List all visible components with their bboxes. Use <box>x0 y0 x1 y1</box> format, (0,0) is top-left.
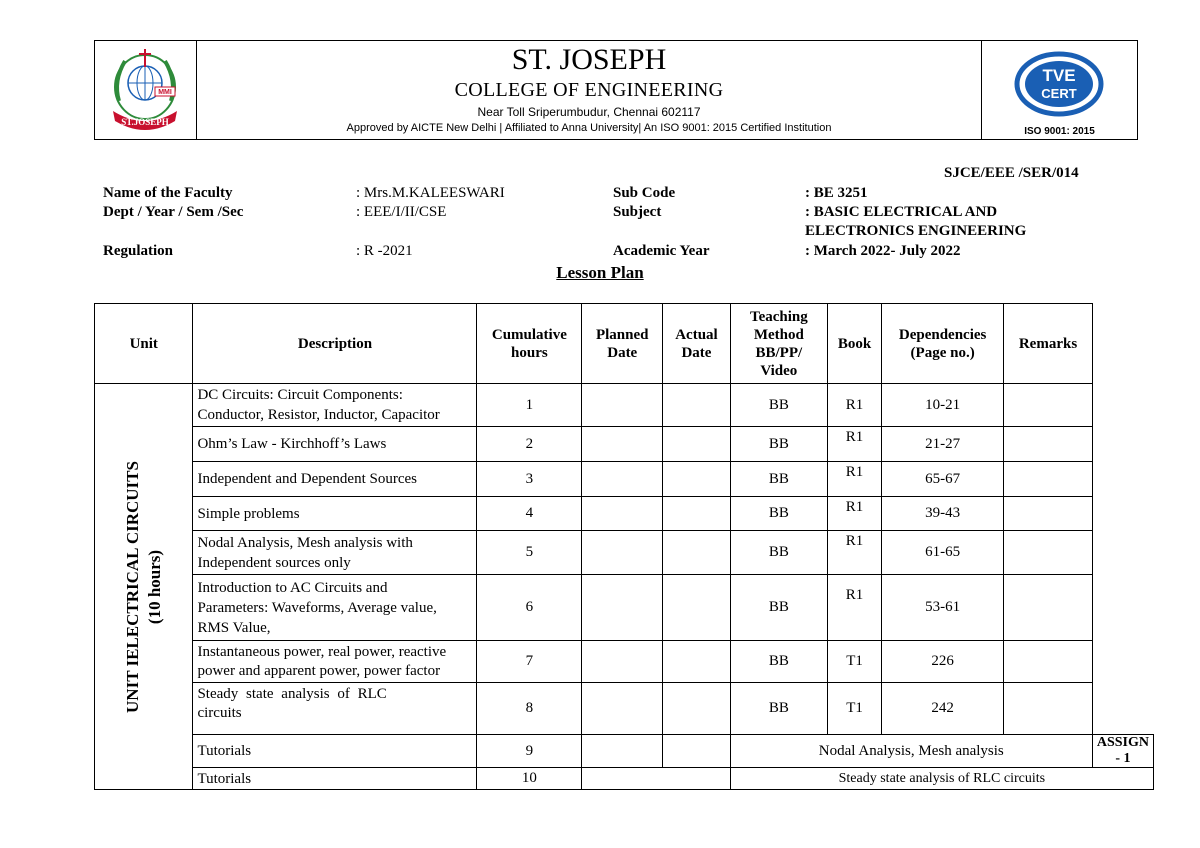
table-row <box>95 462 1154 497</box>
row-book: R1 <box>827 497 881 531</box>
unit-cell <box>95 384 193 790</box>
academic-year-label: Academic Year <box>613 243 710 259</box>
header-planned-date: Planned Date <box>582 304 663 384</box>
row-description: Introduction to AC Circuits and Parameters: Waveforms, Average value, RMS Value, <box>193 575 477 641</box>
header-cumulative-hours: Cumulative hours <box>477 304 582 384</box>
row-pages: 53-61 <box>882 575 1004 641</box>
college-info <box>197 41 981 139</box>
iso-label: ISO 9001: 2015 <box>1024 126 1095 137</box>
cert-logo-top: TVE <box>1042 66 1076 85</box>
row-planned-date <box>582 641 663 683</box>
row-actual-date <box>663 384 731 427</box>
row-remarks <box>1004 497 1093 531</box>
row-remarks <box>1004 575 1093 641</box>
tutorial-planned-date <box>582 735 663 768</box>
tutorial-hours: 9 <box>477 735 582 768</box>
subject-label: Subject <box>613 204 662 220</box>
row-method: BB <box>730 683 827 735</box>
tutorial-row <box>95 768 1154 790</box>
tutorial-topic: Nodal Analysis, Mesh analysis <box>730 735 1092 768</box>
unit-title: UNIT IELECTRICAL CIRCUITS (10 hours) <box>122 460 164 713</box>
table-row <box>95 531 1154 575</box>
header-dependencies: Dependencies (Page no.) <box>882 304 1004 384</box>
faculty-label: Name of the Faculty <box>103 185 233 201</box>
tutorial-date-cell <box>582 768 730 790</box>
college-logo <box>95 41 197 139</box>
row-book: R1 <box>827 531 881 575</box>
header-description: Description <box>193 304 477 384</box>
row-pages: 39-43 <box>882 497 1004 531</box>
row-description: Nodal Analysis, Mesh analysis with Independent sources only <box>193 531 477 575</box>
row-method: BB <box>730 497 827 531</box>
assignment-remark: ASSIGN - 1 <box>1092 735 1153 768</box>
row-method: BB <box>730 427 827 462</box>
tutorial-hours: 10 <box>477 768 582 790</box>
row-description: Independent and Dependent Sources <box>193 462 477 497</box>
row-hours: 6 <box>477 575 582 641</box>
row-remarks <box>1004 683 1093 735</box>
row-actual-date <box>663 497 731 531</box>
row-pages: 226 <box>882 641 1004 683</box>
reference-code: SJCE/EEE /SER/014 <box>944 165 1079 181</box>
row-planned-date <box>582 497 663 531</box>
row-actual-date <box>663 575 731 641</box>
row-method: BB <box>730 531 827 575</box>
row-remarks <box>1004 384 1093 427</box>
row-pages: 242 <box>882 683 1004 735</box>
logo-badge-text: MMI <box>158 89 172 96</box>
row-hours: 2 <box>477 427 582 462</box>
college-subtitle: COLLEGE OF ENGINEERING <box>454 79 724 101</box>
row-book: T1 <box>827 683 881 735</box>
row-hours: 4 <box>477 497 582 531</box>
row-actual-date <box>663 641 731 683</box>
row-hours: 8 <box>477 683 582 735</box>
page-title <box>0 263 1200 283</box>
row-planned-date <box>582 531 663 575</box>
regulation-label: Regulation <box>103 243 174 259</box>
page-title-text: Lesson Plan <box>556 263 644 282</box>
header-book: Book <box>827 304 881 384</box>
row-pages: 61-65 <box>882 531 1004 575</box>
dept-label: Dept / Year / Sem /Sec <box>103 204 244 220</box>
row-actual-date <box>663 462 731 497</box>
college-approval: Approved by AICTE New Delhi | Affiliated to Anna University| An ISO 9001: 2015 Certified Institution <box>346 122 832 134</box>
tutorial-topic: Steady state analysis of RLC circuits <box>730 768 1153 790</box>
row-planned-date <box>582 683 663 735</box>
row-remarks <box>1004 531 1093 575</box>
row-book: R1 <box>827 462 881 497</box>
tutorial-description: Tutorials <box>193 768 477 790</box>
row-description: Simple problems <box>193 497 477 531</box>
row-planned-date <box>582 384 663 427</box>
table-header-row <box>95 304 1154 384</box>
header-actual-date: Actual Date <box>663 304 731 384</box>
row-planned-date <box>582 462 663 497</box>
row-description: Steady state analysis of RLC circuits <box>193 683 477 735</box>
row-hours: 5 <box>477 531 582 575</box>
row-actual-date <box>663 531 731 575</box>
row-hours: 7 <box>477 641 582 683</box>
faculty-value: : Mrs.M.KALEESWARI <box>356 185 505 201</box>
logo-ribbon-text: ST.JOSEPH <box>121 117 169 127</box>
tutorial-actual-date <box>663 735 731 768</box>
row-method: BB <box>730 462 827 497</box>
row-hours: 1 <box>477 384 582 427</box>
dept-value: : EEE/I/II/CSE <box>356 204 447 220</box>
lesson-plan-table <box>94 303 1154 790</box>
table-row <box>95 497 1154 531</box>
row-planned-date <box>582 575 663 641</box>
header-teaching-method: Teaching Method BB/PP/ Video <box>730 304 827 384</box>
college-header <box>94 40 1138 140</box>
college-name: ST. JOSEPH <box>511 43 667 76</box>
regulation-value: : R -2021 <box>356 243 413 259</box>
academic-year-value: : March 2022- July 2022 <box>805 243 961 259</box>
tutorial-description: Tutorials <box>193 735 477 768</box>
row-remarks <box>1004 641 1093 683</box>
row-method: BB <box>730 575 827 641</box>
row-method: BB <box>730 384 827 427</box>
row-method: BB <box>730 641 827 683</box>
row-remarks <box>1004 427 1093 462</box>
table-row <box>95 683 1154 735</box>
tutorial-row <box>95 735 1154 768</box>
subcode-value: : BE 3251 <box>805 185 868 201</box>
row-actual-date <box>663 427 731 462</box>
subject-value-line2: ELECTRONICS ENGINEERING <box>805 223 1027 239</box>
table-row <box>95 641 1154 683</box>
iso-cert-logo <box>981 41 1137 139</box>
row-pages: 21-27 <box>882 427 1004 462</box>
row-book: T1 <box>827 641 881 683</box>
subject-value-line1: : BASIC ELECTRICAL AND <box>805 204 998 220</box>
row-pages: 10-21 <box>882 384 1004 427</box>
row-remarks <box>1004 462 1093 497</box>
row-description: Ohm’s Law - Kirchhoff’s Laws <box>193 427 477 462</box>
row-pages: 65-67 <box>882 462 1004 497</box>
college-address: Near Toll Sriperumbudur, Chennai 602117 <box>477 105 701 119</box>
table-row <box>95 575 1154 641</box>
row-hours: 3 <box>477 462 582 497</box>
cert-logo-mid: CERT <box>1041 86 1077 101</box>
row-actual-date <box>663 683 731 735</box>
row-book: R1 <box>827 384 881 427</box>
table-row <box>95 427 1154 462</box>
row-description: DC Circuits: Circuit Components: Conductor, Resistor, Inductor, Capacitor <box>193 384 477 427</box>
row-description: Instantaneous power, real power, reactive power and apparent power, power factor <box>193 641 477 683</box>
row-book: R1 <box>827 427 881 462</box>
row-book: R1 <box>827 575 881 641</box>
row-planned-date <box>582 427 663 462</box>
header-remarks: Remarks <box>1004 304 1093 384</box>
table-row <box>95 384 1154 427</box>
subcode-label: Sub Code <box>613 185 676 201</box>
header-unit: Unit <box>95 304 193 384</box>
